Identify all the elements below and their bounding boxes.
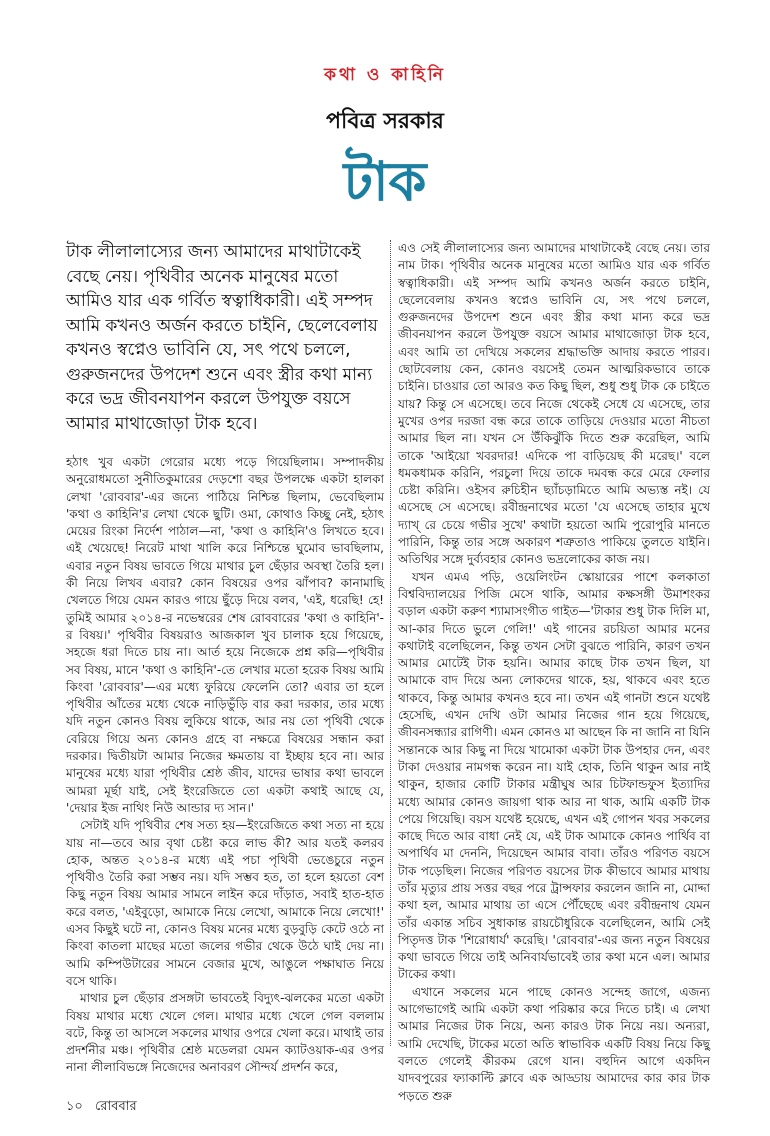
section-tag: কথা ও কাহিনি — [324, 65, 446, 85]
author-name: পবিত্র সরকার — [326, 109, 444, 134]
page-footer — [66, 1097, 145, 1118]
body-paragraph: মাথার চুল ছেঁড়ার প্রসঙ্গটা ভাবতেই বিদ্যুৎ-ঝলকের মতো একটা বিষয় মাথার মধ্যে খেলে গেল। মাথার মধ্যে খেলে গেল বললাম বটে, কিন্তু তা আসলে সকলের মাথার ওপরে খেলা করে। মাথাই তার প্রদর্শনীর মঞ্চ। পৃথিবীর শ্রেষ্ঠ মডেলরা যেমন ক্যাটওয়াক-এর ওপর নানা লীলাবিভঙ্গে নিজেদের অনাবরণ সৌন্দর্য প্রদর্শন করে, — [66, 991, 384, 1075]
column-divider — [390, 240, 392, 1046]
article-title: টাক — [343, 150, 427, 213]
body-paragraph: সেটাই যদি পৃথিবীর শেষ সত্য হয়—ইংরেজিতে কথা সত্য না হয়ে যায় না—তবে আর বৃথা চেষ্টা করে লাভ কী? আর যতই কলরব হোক, অন্তত ২০১৪-র মধ্যে এই পচা পৃথিবী ভেঙেচুরে নতুন পৃথিবীও তৈরি করা সম্ভব নয়। যদি সম্ভব হত, তা হলে হয়তো বেশ কিছু নতুন বিষয় আমার সামনে লাইন করে দাঁড়াত, সবাই হাত-হাত করে বলত, 'এইবুড়ো, আমাকে নিয়ে লেখো, আমাকে নিয়ে লেখো!' এসব কিছুই ঘটে না, কোনও বিষয় মনের মধ্যে বুড়বুড়ি কেটে ওঠে না কিংবা কাতলা মাছের মতো জলের গভীর থেকে উঠে ঘাই দেয় না। আমি কম্পিউটারের সামনে বেজার মুখে, আঙুলে পক্ষাঘাত নিয়ে বসে থাকি। — [66, 818, 384, 988]
body-paragraph: হঠাৎ খুব একটা গেরোর মধ্যে পড়ে গিয়েছিলাম। সম্পাদকীয় অনুরোধমতো সুনীতিকুমারের দেড়শো বছর উপলক্ষে একটা হালকা লেখা 'রোববার'-এর জন্যে পাঠিয়ে নিশ্চিন্ত ছিলাম, ভেবেছিলাম 'কথা ও কাহিনি'র লেখা থেকে ছুটি। ওমা, কোথাও কিচ্ছু নেই, হঠাৎ মেয়ের রিংকা নির্দেশ পাঠাল—না, 'কথা ও কাহিনি'ও লিখতে হবে। এই খেয়েছে! নিরেট মাথা খালি করে নিশ্চিন্তে ঘুমোব ভাবছিলাম, এবার নতুন বিষয় ভাবতে গিয়ে মাথার চুল ছেঁড়ার অবস্থা তৈরি হল। কী নিয়ে লিখব এবার? কোন বিষয়ের ওপর ঝাঁপাব? কানামাছি খেলতে গিয়ে যেমন কারও গায়ে ছুঁড়ে দিয়ে বলব, 'এই, ধরেছি! হে! তুমিই আমার ২০১৪-র নভেম্বরের শেষ রোববারের 'কথা ও কাহিনি'-র বিষয়।' পৃথিবীর বিষয়রাও আজকাল খুব চালাক হয়ে গিয়েছে, সহজে ধরা দিতে চায় না। আর্ত হয়ে নিজেকে প্রশ্ন করি—পৃথিবীর সব বিষয়, মানে 'কথা ও কাহিনি'-তে লেখার মতো হরেক বিষয় আমি কিংবা 'রোববার'—এর মধ্যে ফুরিয়ে ফেলেনি তো? এবার তা হলে পৃথিবীর আঁতের মধ্যে থেকে নাড়িভুঁড়ি বার করা দরকার, তার মধ্যে যদি নতুন কোনও বিষয় লুকিয়ে থাকে, আর নয় তো পৃথিবী থেকে বেরিয়ে গিয়ে অন্য কোনও গ্রহে বা নক্ষত্রে বিষয়ের সন্ধান করা দরকার। দ্বিতীয়টা আমার নিজের ক্ষমতায় বা ইচ্ছায় হবে না। আর মানুষের মধ্যে যারা পৃথিবীর শ্রেষ্ঠ জীব, যাদের ভাষার কথা ভাবলে আমরা মূর্ছা যাই, সেই ইংরেজিতে তো একটা কথাই আছে যে, 'দেয়ার ইজ নাথিং নিউ আন্ডার দ্য সান।' — [66, 455, 384, 815]
body-paragraph: এখানে সকলের মনে পাছে কোনও সন্দেহ জাগে, এজন্য আগেভাগেই আমি একটা কথা পরিষ্কার করে দিতে চাই। এ লেখা আমার নিজের টাক নিয়ে, অন্য কারও টাক নিয়ে নয়। অন্যরা, আমি দেখেছি, টাকের মতো অতি স্বাভাবিক একটি বিষয় নিয়ে কিছু বলতে গেলেই কীরকম রেগে যান। বহুদিন আগে একদিন যাদবপুরের ফ্যাকাল্টি ক্লাবে এক আড্ডায় আমাদের কার কার টাক পড়তে শুরু — [398, 984, 710, 1103]
magazine-name: রোববার — [95, 1099, 137, 1114]
body-paragraph: যখন এমএ পড়ি, ওয়েলিংটন স্কোয়ারের পাশে কলকাতা বিশ্ববিদ্যালয়ের পিজি মেসে থাকি, আমার কক্ষসঙ্গী উমাশংকর বড়াল একটা করুণ শ্যামাসংগীত গাইত—'টাকার শুধু টাক দিলি মা, আ-কার দিতে ভুলে গেলি!' এই গানের রচয়িতা আমার মনের কথাটাই বলেছিলেন, কিন্তু তখন সেটা বুঝতে পারিনি, কারণ তখন আমার মোটেই টাক হয়নি। আমার কাছে টাক তখন ছিল, যা আমাকে বাদ দিয়ে অন্য লোকদের থাকে, হয়, থাকবে এবং হতে থাকবে, কিন্তু আমার কখনও হবে না। তখন এই গানটা শুনে যথেষ্ট হেসেছি, এখন দেখি ওটা আমার নিজের গান হয়ে গিয়েছে, জীবনসন্ধ্যার রাগিণী। এমন কোনও মা আছেন কি না জানি না যিনি সন্তানকে আর কিছু না দিয়ে খামোকা একটা টাক উপহার দেন, এবং টাকা দেওয়ার নামগন্ধ করেন না। যাই হোক, তিনি থাকুন আর নাই থাকুন, হাজার কোটি টাকার মন্ত্রীঘুষ আর চিটফান্ডফুস ইত্যাদির মধ্যে আমার কোনও জায়গা থাক আর না থাক, আমি একটি টাক পেয়ে গিয়েছি। বয়স যথেষ্ট হয়েছে, এখন এই গোপন খবর সকলের কাছে দিতে আর বাধা নেই যে, এই টাক আমাকে কোনও পার্থিব বা অপার্থিব মা দেননি, দিয়েছেন আমার বাবা। তাঁরও পরিণত বয়সে টাক পড়েছিল। নিজের পরিণত বয়সের টাক কীভাবে আমার মাথায় তাঁর মৃত্যুর প্রায় সত্তর বছর পরে ট্রান্সফার করলেন জানি না, মোদ্দা কথা হল, আমার মাথায় তা এসে পৌঁছেছে এবং রবীন্দ্রনাথ যেমন তাঁর একান্ত সচিব সুধাকান্ত রায়চৌধুরিকে বলেছিলেন, আমি সেই পিতৃদত্ত টাক 'শিরোধার্য' করেছি। 'রোববার'-এর জন্য নতুন বিষয়ের কথা ভাবতে গিয়ে তাই অনিবার্যভাবেই তার কথা মনে এল। আমার টাকের কথা। — [398, 569, 710, 982]
left-column — [66, 240, 384, 1075]
right-column — [398, 240, 710, 1103]
intro-paragraph: টাক লীলালাস্যের জন্য আমাদের মাথাটাকেই বেছে নেয়। পৃথিবীর অনেক মানুষের মতো আমিও যার এক গর্বিত স্বত্বাধিকারী। এই সম্পদ আমি কখনও অর্জন করতে চাইনি, ছেলেবেলায় কখনও স্বপ্নেও ভাবিনি যে, সৎ পথে চললে, গুরুজনদের উপদেশ শুনে এবং স্ত্রীর কথা মান্য করে ভদ্র জীবনযাপন করলে উপযুক্ত বয়সে আমার মাথাজোড়া টাক হবে। — [66, 242, 378, 434]
body-paragraph: এও সেই লীলালাস্যের জন্য আমাদের মাথাটাকেই বেছে নেয়। তার নাম টাক। পৃথিবীর অনেক মানুষের মতো আমিও যার এক গর্বিত স্বত্বাধিকারী। এই সম্পদ আমি কখনও অর্জন করতে চাইনি, ছেলেবেলায় কখনও স্বপ্নেও ভাবিনি যে, সৎ পথে চললে, গুরুজনদের উপদেশ শুনে এবং স্ত্রীর কথা মান্য করে ভদ্র জীবনযাপন করলে উপযুক্ত বয়সে আমার মাথাজোড়া টাক হবে, এবং আমি তা দেখিয়ে সকলের শ্রদ্ধাভক্তি আদায় করতে পারব। ছোটবেলায় কেন, কোনও বয়সেই তেমন আত্মরিকভাবে তাকে চাইনি। চাওয়ার তো আরও কত কিছু ছিল, শুধু শুধু টাক কে চাইতে যায়? কিন্তু সে এসেছে। তবে নিজে থেকেই সেধে যে এসেছে, তার মুখের ওপর দরজা বন্ধ করে তাকে তাড়িয়ে দেওয়ার মতো নীচতা আমার ছিল না। যখন সে উঁকিঝুঁকি দিতে শুরু করেছিল, আমি তাকে 'আইয়ো খবরদার! এদিকে পা বাড়িয়েছ কী মরেছ।' বলে ধমকধামক করিনি, পরচুলা দিয়ে তাকে দমবন্ধ করে মেরে ফেলার চেষ্টা করিনি। ওইসব রুচিহীন ছ্যাঁচড়ামিতে আমি অভ্যস্ত নই। যে এসেছে সে এসেছে। রবীন্দ্রনাথের মতো 'যে এসেছে তাহার মুখে দ্যাখ্ রে চেয়ে গভীর সুখে' কথাটা হয়তো আমি পুরোপুরি মানতে পারিনি, কিন্তু তার সঙ্গে অকারণ শত্রুতাও পাকিয়ে তুলতে যাইনি। অতিথির সঙ্গে দুর্ব্যবহার কোনও ভদ্রলোকের কাজ নয়। — [398, 241, 710, 567]
page-number: ১০ — [66, 1099, 83, 1114]
